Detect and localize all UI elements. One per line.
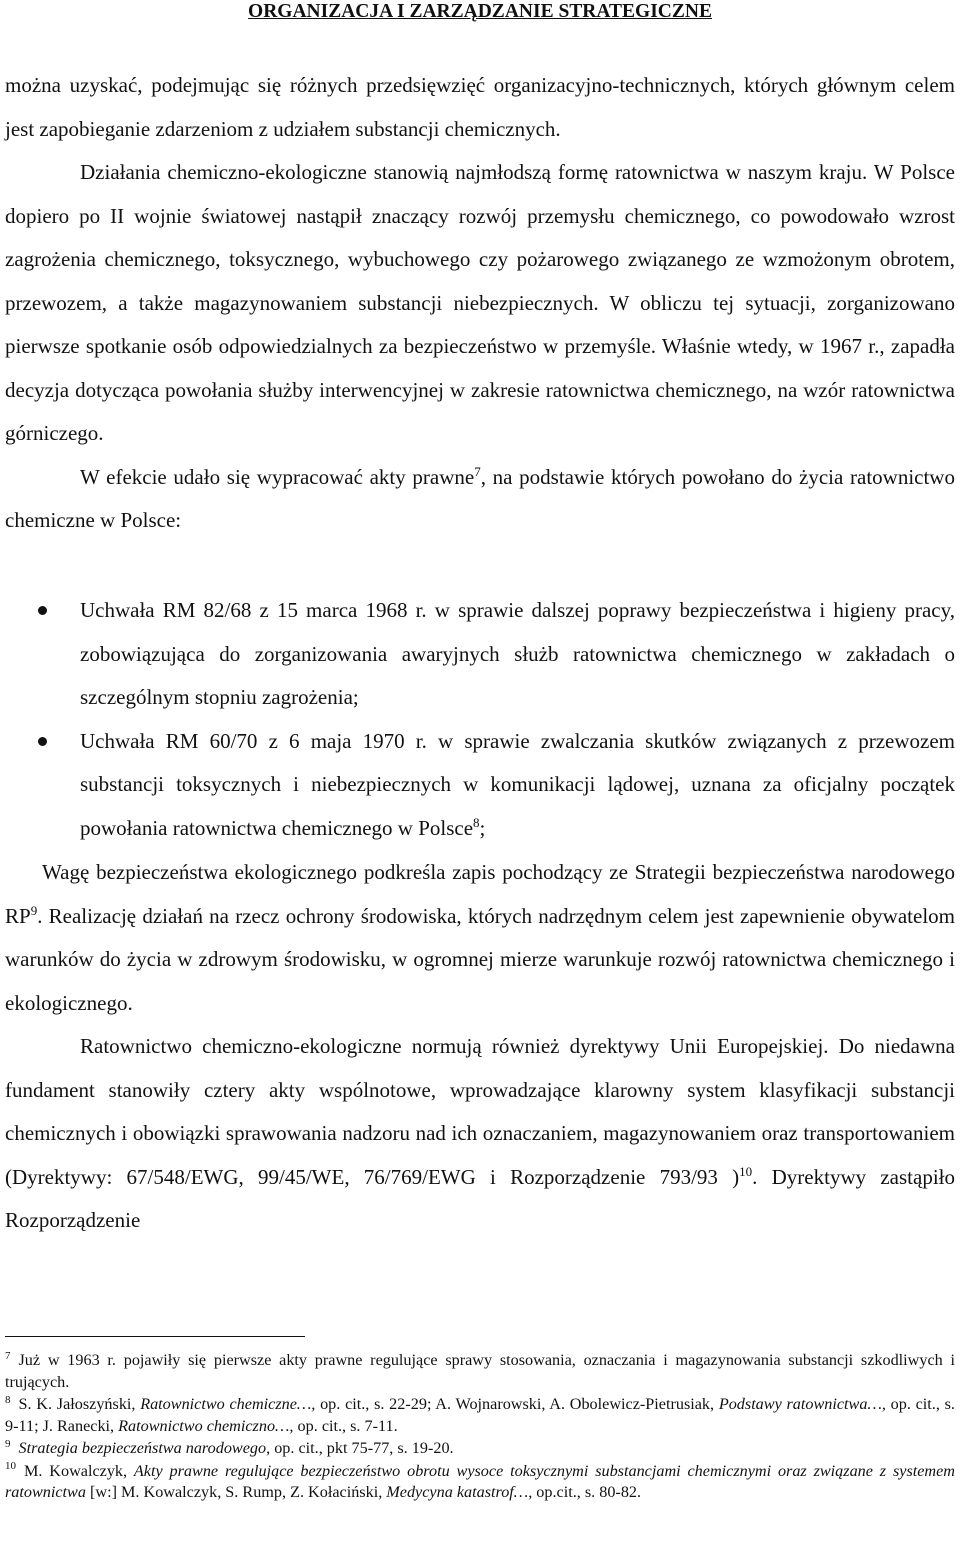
footnote-number: 8: [5, 1393, 11, 1406]
bullet-dot-icon: [38, 737, 47, 746]
footnote-ref-7: 7: [474, 463, 481, 479]
bullet-2-text-end: ;: [479, 815, 486, 840]
paragraph-4-text: Wagę bezpieczeństwa ekologicznego podkreśla zapis pochodzący ze Strategii bezpieczeństwa narodowego RP: [5, 860, 955, 928]
footnote-text: M. Kowalczyk,: [24, 1461, 134, 1480]
paragraph-5-text: Ratownictwo chemiczno-ekologiczne normują również dyrektywy Unii Europejskiej. Do niedawna fundament stanowiły cztery akty wspólnotowe, wprowadzające klarowny system klasyfikacji substancji chemicznych i obowiązki sprawowania nadzoru nad ich oznaczaniem, magazynowaniem oraz transportowaniem (Dyrektywy: 67/548/EWG, 99/45/WE, 76/769/EWG i Rozporządzenie 793/93 ): [5, 1034, 955, 1189]
paragraph-3-text-end: , na podstawie których powołano do życia ratownictwo chemiczne w Polsce:: [5, 464, 955, 532]
footnote-title: Ratownictwo chemiczne…,: [140, 1395, 316, 1413]
footnote-text: S. K. Jałoszyński,: [18, 1395, 141, 1413]
footnote-title: Akty prawne regulujące bezpieczeństwo obrotu wysoce toksycznymi substancjami chemicznymi oraz związane z systemem ratownictwa: [5, 1461, 955, 1501]
footnote-text: , op. cit., pkt 75-77, s. 19-20.: [266, 1439, 454, 1457]
bullet-2-text: Uchwała RM 60/70 z 6 maja 1970 r. w sprawie zwalczania skutków związanych z przewozem substancji toksycznych i niebezpiecznych w komunikacji lądowej, uznana za oficjalny początek powołania ratownictwa chemicznego w Polsce: [80, 728, 955, 840]
footnote-ref-8: 8: [473, 814, 480, 830]
footnote-text: op. cit., s. 9-11; J. Ranecki,: [5, 1395, 955, 1435]
footnote-title: Strategia bezpieczeństwa narodowego: [18, 1439, 267, 1457]
footnote-8: [5, 1394, 955, 1437]
footnote-ref-10: 10: [739, 1163, 753, 1179]
paragraph-1: można uzyskać, podejmując się różnych przedsięwzięć organizacyjno-technicznych, których głównym celem jest zapobieganie zdarzeniom z udziałem substancji chemicznych.: [5, 73, 955, 141]
footnote-title: Ratownictwo chemiczno…,: [118, 1416, 294, 1435]
footnote-text: op.cit., s. 80-82.: [532, 1483, 642, 1501]
paragraph-5-text-end: . Dyrektywy zastąpiło Rozporządzenie: [5, 1164, 955, 1232]
footnote-title: Medycyna katastrof…,: [386, 1483, 533, 1501]
footnote-text: Już w 1963 r. pojawiły się pierwsze akty prawne regulujące sprawy stosowania, oznaczania i magazynowania substancji szkodliwych i trujących.: [5, 1351, 955, 1391]
body-text-top: [5, 64, 955, 543]
footnote-ref-9: 9: [30, 902, 38, 918]
paragraph-2: Działania chemiczno-ekologiczne stanowią najmłodszą formę ratownictwa w naszym kraju. W Polsce dopiero po II wojnie światowej nastąpił znaczący rozwój przemysłu chemicznego, co powodowało wzrost zagrożenia chemicznego, toksycznego, wybuchowego czy pożarowego związanego ze wzmożonym obrotem, przewozem, a także magazynowaniem substancji niebezpiecznych. W obliczu tej sytuacji, zorganizowano pierwsze spotkanie osób odpowiedzialnych za bezpieczeństwo w przemyśle. Właśnie wtedy, w 1967 r., zapadła decyzja dotycząca powołania służby interwencyjnej w zakresie ratownictwa chemicznego, na wzór ratownictwa górniczego.: [5, 160, 955, 445]
footnote-number: 10: [5, 1460, 16, 1473]
paragraph-3-text: W efekcie udało się wypracować akty prawne: [80, 464, 475, 489]
paragraph-4: [5, 851, 955, 1025]
paragraph-5: [5, 1025, 955, 1243]
footnote-text: op. cit., s. 22-29; A. Wojnarowski, A. Obolewicz-Pietrusiak,: [315, 1395, 719, 1413]
list-item: [5, 589, 955, 720]
footnotes: [5, 1350, 955, 1504]
body-text-bottom: [5, 851, 955, 1243]
footnote-9: [5, 1438, 955, 1460]
footnote-number: 7: [5, 1349, 11, 1362]
footnote-number: 9: [5, 1437, 11, 1450]
footnote-7: [5, 1350, 955, 1393]
footnote-title: Podstawy ratownictwa…,: [718, 1395, 886, 1413]
footnote-text: op. cit., s. 7-11.: [293, 1416, 398, 1435]
paragraph-3: [5, 456, 955, 543]
list-item: [5, 720, 955, 851]
bullet-dot-icon: [38, 606, 47, 615]
footnote-separator: [5, 1336, 305, 1337]
footnote-text: [w:] M. Kowalczyk, S. Rump, Z. Kołaciński,: [85, 1483, 387, 1501]
bullet-list: [5, 589, 955, 850]
paragraph-4-text-end: . Realizację działań na rzecz ochrony środowiska, których nadrzędnym celem jest zapewnienie obywatelom warunków do życia w zdrowym środowisku, w ogromnej mierze warunkuje rozwój ratownictwa chemicznego i ekologicznego.: [5, 903, 955, 1015]
bullet-1-text: Uchwała RM 82/68 z 15 marca 1968 r. w sprawie dalszej poprawy bezpieczeństwa i higieny pracy, zobowiązująca do zorganizowania awaryjnych służb ratownictwa chemicznego w zakładach o szczególnym stopniu zagrożenia;: [80, 598, 955, 709]
running-header: ORGANIZACJA I ZARZĄDZANIE STRATEGICZNE: [248, 1, 712, 22]
footnote-10: [5, 1461, 955, 1504]
